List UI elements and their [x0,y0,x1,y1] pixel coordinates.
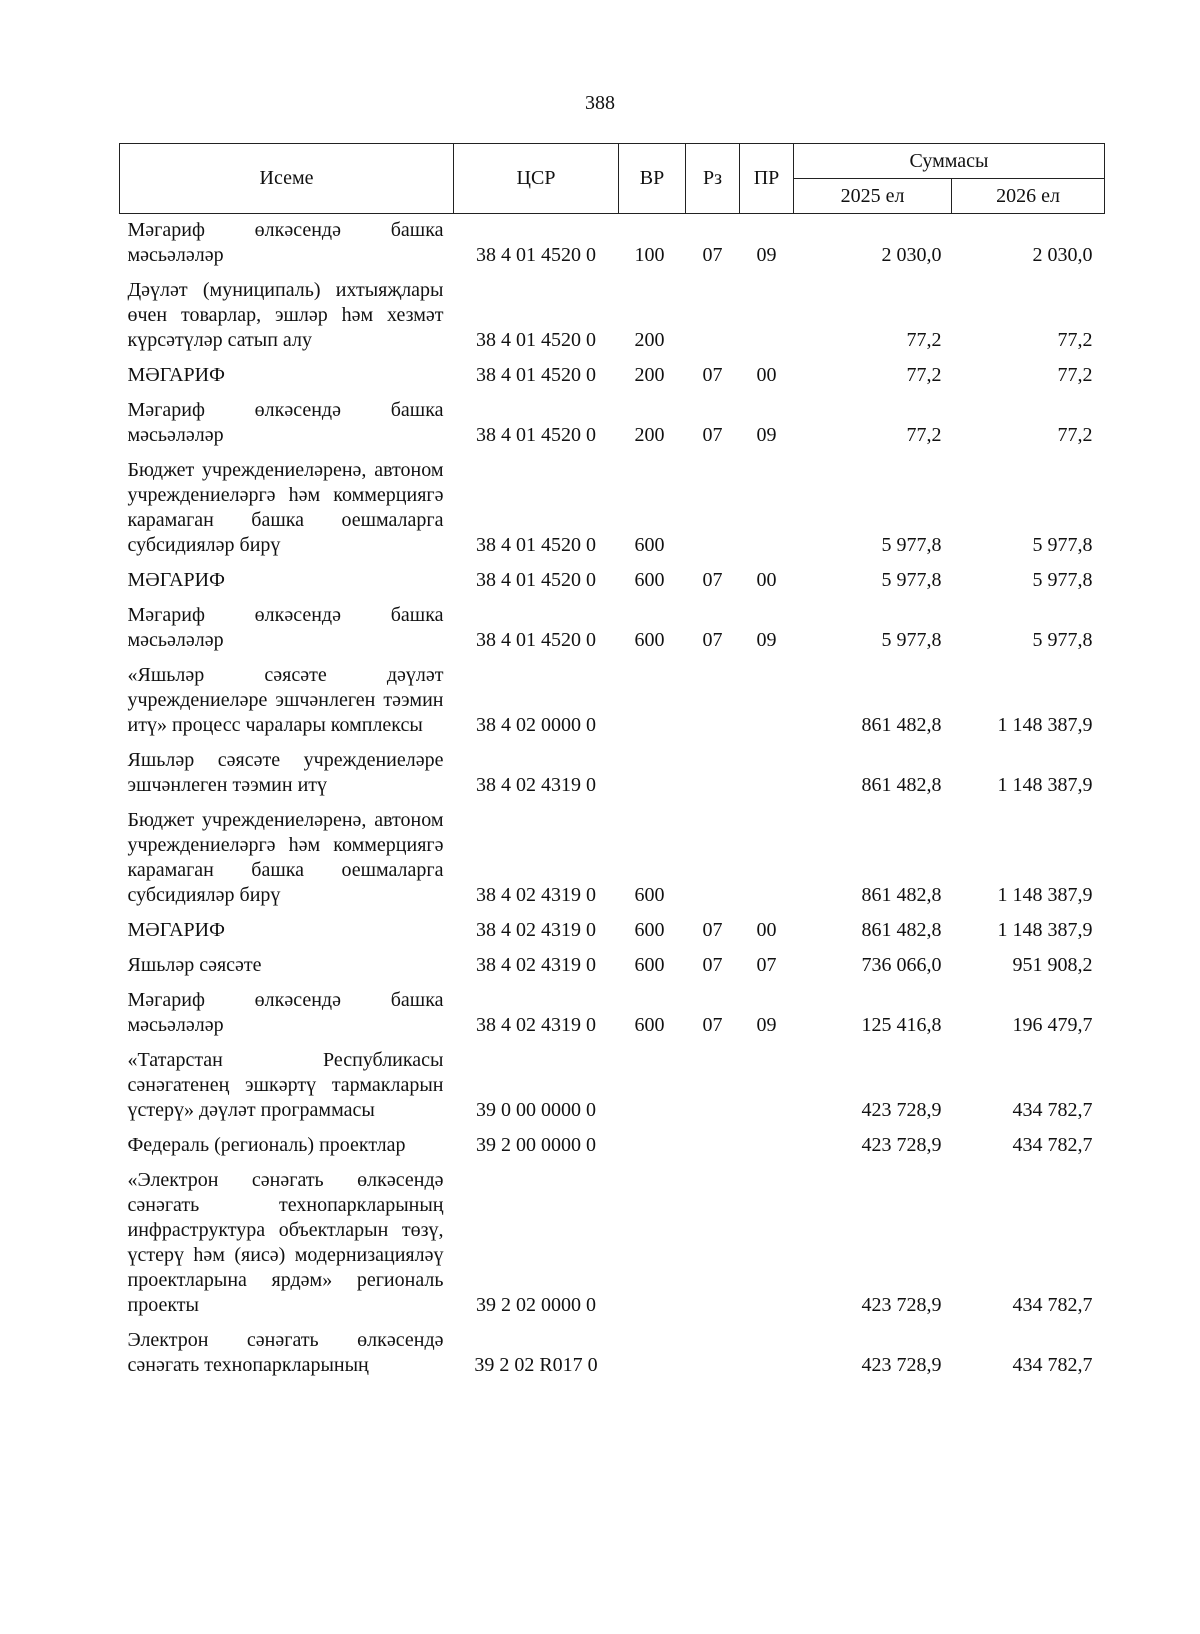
header-year-2026: 2026 ел [952,179,1105,214]
row-rz-code [686,1164,740,1324]
budget-table [119,143,1105,1384]
row-amount-2026: 1 148 387,9 [997,714,1093,736]
row-csr-code: 38 4 01 4520 0 [476,424,596,446]
row-name: Федераль (региональ) проектлар [127,1134,406,1156]
row-amount-2026: 951 908,2 [1012,954,1093,976]
row-name: Дәүләт (муниципаль) ихтыяҗлары өчен товарлар, эшләр һәм хезмәт күрсәтүләр сатып алу [127,279,444,351]
row-vr-code: 600 [634,534,665,556]
row-vr-code: 600 [634,1014,665,1036]
row-vr-code: 100 [634,244,665,266]
row-name: Мәгариф өлкәсендә башка мәсьәләләр [127,604,444,651]
row-rz-code [686,804,740,914]
row-vr-code [619,659,686,744]
row-amount-2025: 5 977,8 [881,569,942,591]
row-rz-code: 07 [702,424,723,446]
row-amount-2026: 77,2 [1057,424,1093,446]
row-csr-code: 38 4 01 4520 0 [476,569,596,591]
row-name: «Яшьләр сәясәте дәүләт учреждениеләре эшчәнлеген тәэмин итү» процесс чаралары комплексы [127,664,444,736]
row-amount-2025: 861 482,8 [861,714,942,736]
row-amount-2025: 125 416,8 [861,1014,942,1036]
row-amount-2025: 5 977,8 [881,534,942,556]
row-vr-code: 600 [634,629,665,651]
row-amount-2025: 736 066,0 [861,954,942,976]
row-vr-code [619,1129,686,1164]
row-rz-code: 07 [702,919,723,941]
row-rz-code [686,744,740,804]
row-vr-code [619,1324,686,1384]
row-csr-code: 38 4 01 4520 0 [476,629,596,651]
row-rz-code: 07 [702,954,723,976]
row-pr-code [740,659,794,744]
table-row [120,599,1105,659]
row-amount-2026: 1 148 387,9 [997,774,1093,796]
row-rz-code [686,1044,740,1129]
row-name: МӘГАРИФ [127,919,225,941]
row-amount-2025: 77,2 [906,329,942,351]
table-row [120,744,1105,804]
row-name: МӘГАРИФ [127,569,225,591]
row-amount-2026: 5 977,8 [1032,534,1093,556]
row-vr-code: 200 [634,424,665,446]
row-amount-2026: 434 782,7 [1012,1134,1093,1156]
header-sums: Суммасы [794,144,1105,179]
row-pr-code: 00 [756,919,777,941]
table-row [120,659,1105,744]
row-name: Электрон сәнәгать өлкәсендә сәнәгать технопаркларының [127,1329,444,1376]
row-amount-2026: 77,2 [1057,364,1093,386]
row-name: Мәгариф өлкәсендә башка мәсьәләләр [127,399,444,446]
table-row [120,394,1105,454]
table-row [120,1129,1105,1164]
row-name: Бюджет учреждениеләренә, автоном учреждениеләргә һәм коммерциягә карамаган башка оешмаларга субсидияләр бирү [127,459,444,556]
row-csr-code: 38 4 02 4319 0 [476,774,596,796]
row-vr-code [619,1044,686,1129]
row-amount-2025: 861 482,8 [861,919,942,941]
table-row [120,984,1105,1044]
table-body [120,214,1105,1385]
row-csr-code: 39 2 02 R017 0 [474,1354,598,1376]
table-row [120,1164,1105,1324]
table-row [120,1324,1105,1384]
header-vr: ВР [619,144,686,214]
table-row [120,274,1105,359]
row-rz-code [686,454,740,564]
row-csr-code: 38 4 01 4520 0 [476,534,596,556]
row-amount-2025: 2 030,0 [881,244,942,266]
row-amount-2026: 2 030,0 [1032,244,1093,266]
row-amount-2025: 423 728,9 [861,1099,942,1121]
table-row [120,454,1105,564]
row-amount-2025: 77,2 [906,424,942,446]
row-pr-code: 00 [756,569,777,591]
header-csr: ЦСР [454,144,619,214]
row-amount-2025: 423 728,9 [861,1134,942,1156]
row-csr-code: 38 4 02 4319 0 [476,954,596,976]
row-pr-code [740,274,794,359]
row-csr-code: 38 4 02 0000 0 [476,714,596,736]
table-row [120,564,1105,599]
row-amount-2025: 423 728,9 [861,1294,942,1316]
table-row [120,914,1105,949]
row-rz-code: 07 [702,569,723,591]
row-pr-code [740,1164,794,1324]
row-amount-2026: 434 782,7 [1012,1354,1093,1376]
row-pr-code [740,1129,794,1164]
table-row [120,359,1105,394]
row-rz-code [686,1129,740,1164]
table-row [120,949,1105,984]
row-vr-code: 200 [634,329,665,351]
row-amount-2026: 77,2 [1057,329,1093,351]
header-name: Исеме [120,144,454,214]
row-vr-code: 600 [634,954,665,976]
row-rz-code: 07 [702,629,723,651]
row-amount-2026: 1 148 387,9 [997,919,1093,941]
row-name: Мәгариф өлкәсендә башка мәсьәләләр [127,219,444,266]
row-rz-code [686,1324,740,1384]
row-csr-code: 38 4 01 4520 0 [476,244,596,266]
row-csr-code: 39 2 02 0000 0 [476,1294,596,1316]
row-csr-code: 38 4 02 4319 0 [476,884,596,906]
row-rz-code: 07 [702,1014,723,1036]
row-amount-2025: 423 728,9 [861,1354,942,1376]
row-amount-2025: 5 977,8 [881,629,942,651]
row-pr-code: 09 [756,424,777,446]
row-amount-2026: 434 782,7 [1012,1099,1093,1121]
row-pr-code [740,744,794,804]
row-amount-2026: 5 977,8 [1032,569,1093,591]
row-name: Яшьләр сәясәте [127,954,262,976]
row-pr-code: 09 [756,244,777,266]
row-name: «Электрон сәнәгать өлкәсендә сәнәгать технопаркларының инфраструктура объектларын төзү, үстерү һәм (яисә) модернизацияләү проектларына ярдәм» региональ проекты [127,1169,444,1316]
row-name: Яшьләр сәясәте учреждениеләре эшчәнлеген тәэмин итү [127,749,444,796]
row-pr-code [740,1044,794,1129]
row-name: МӘГАРИФ [127,364,225,386]
table-row [120,214,1105,275]
row-rz-code: 07 [702,364,723,386]
row-vr-code: 600 [634,884,665,906]
row-csr-code: 39 0 00 0000 0 [476,1099,596,1121]
row-vr-code [619,744,686,804]
row-name: Бюджет учреждениеләренә, автоном учреждениеләргә һәм коммерциягә карамаган башка оешмаларга субсидияләр бирү [127,809,444,906]
row-vr-code: 200 [634,364,665,386]
row-vr-code: 600 [634,919,665,941]
row-name: «Татарстан Республикасы сәнәгатенең эшкәртү тармакларын үстерү» дәүләт программасы [127,1049,444,1121]
row-csr-code: 38 4 01 4520 0 [476,329,596,351]
row-pr-code: 09 [756,629,777,651]
row-rz-code [686,274,740,359]
row-amount-2026: 5 977,8 [1032,629,1093,651]
row-amount-2026: 434 782,7 [1012,1294,1093,1316]
row-pr-code [740,454,794,564]
row-pr-code: 00 [756,364,777,386]
row-csr-code: 38 4 01 4520 0 [476,364,596,386]
row-amount-2026: 1 148 387,9 [997,884,1093,906]
row-pr-code: 09 [756,1014,777,1036]
row-amount-2025: 77,2 [906,364,942,386]
row-rz-code [686,659,740,744]
header-rz: Рз [686,144,740,214]
row-amount-2025: 861 482,8 [861,774,942,796]
header-year-2025: 2025 ел [794,179,952,214]
row-vr-code: 600 [634,569,665,591]
row-amount-2026: 196 479,7 [1012,1014,1093,1036]
row-amount-2025: 861 482,8 [861,884,942,906]
header-pr: ПР [740,144,794,214]
row-vr-code [619,1164,686,1324]
row-rz-code: 07 [702,244,723,266]
row-csr-code: 39 2 00 0000 0 [476,1134,596,1156]
table-header [120,144,1105,214]
table-row [120,804,1105,914]
row-pr-code [740,1324,794,1384]
row-pr-code: 07 [756,954,777,976]
table-row [120,1044,1105,1129]
page-number: 388 [585,92,615,114]
row-pr-code [740,804,794,914]
row-csr-code: 38 4 02 4319 0 [476,919,596,941]
row-name: Мәгариф өлкәсендә башка мәсьәләләр [127,989,444,1036]
row-csr-code: 38 4 02 4319 0 [476,1014,596,1036]
